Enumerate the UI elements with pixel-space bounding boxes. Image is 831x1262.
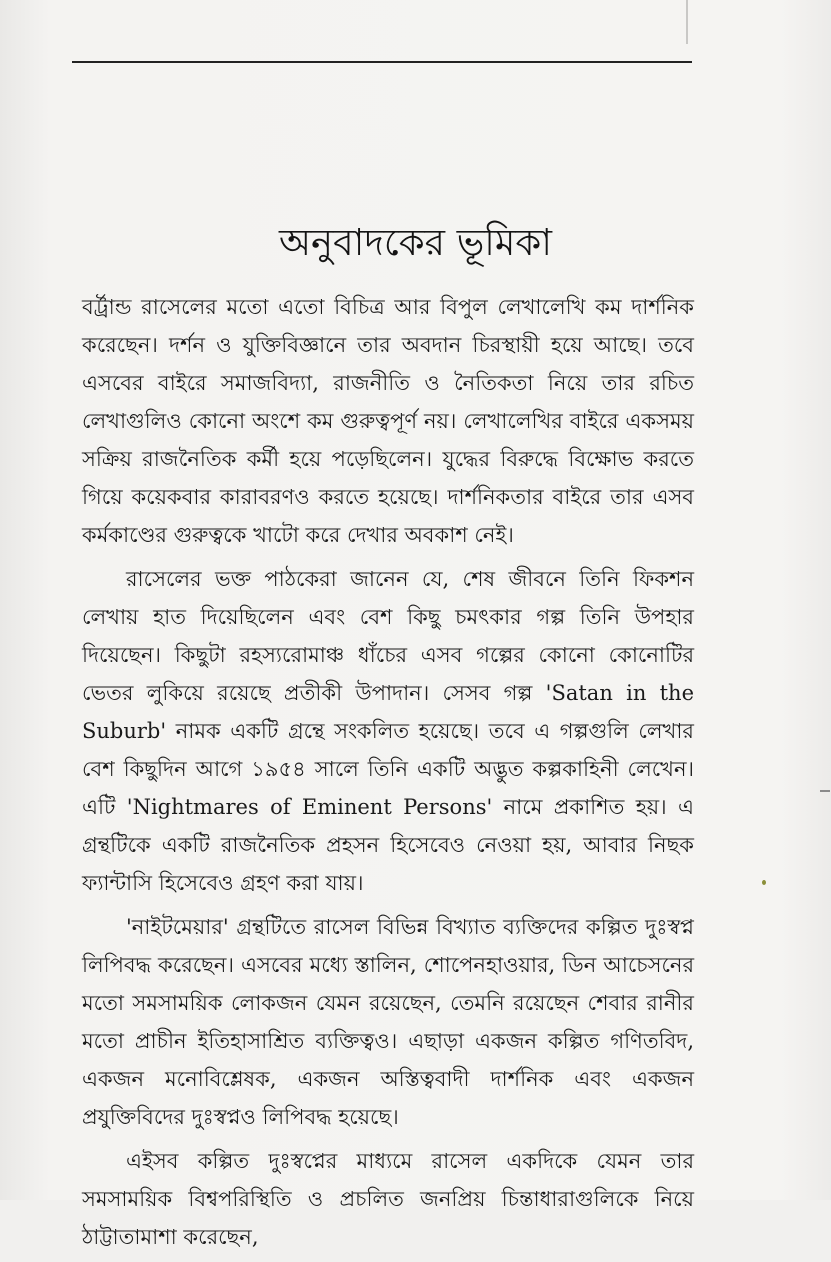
paragraph: রাসেলের ভক্ত পাঠকেরা জানেন যে, শেষ জীবনে তিনি ফিকশন লেখায় হাত দিয়েছিলেন এবং বেশ কিছু চমৎকার গল্প তিনি উপহার দিয়েছেন। কিছুটা রহস্যরোমাঞ্চ ধাঁচের এসব গল্পের কোনো কোনোটির ভেতর লুকিয়ে রয়েছে প্রতীকী উপাদান। সেসব গল্প 'Satan in the Suburb' নামক একটি গ্রন্থে সংকলিত হয়েছে। তবে এ গল্পগুলি লেখার বেশ কিছুদিন আগে ১৯৫৪ সালে তিনি একটি অদ্ভুত কল্পকাহিনী লেখেন। এটি 'Nightmares of Eminent Persons' নামে প্রকাশিত হয়। এ গ্রন্থটিকে একটি রাজনৈতিক প্রহসন হিসেবেও নেওয়া হয়, আবার নিছক ফ্যান্টাসি হিসেবেও গ্রহণ করা যায়। bbox=[82, 567, 694, 895]
header-rule bbox=[72, 61, 692, 63]
body-text bbox=[82, 288, 694, 1262]
margin-mark bbox=[820, 790, 830, 792]
page-fold-shadow bbox=[686, 0, 688, 44]
ink-dot bbox=[762, 880, 766, 885]
paragraph: বর্ট্রান্ড রাসেলের মতো এতো বিচিত্র আর বিপুল লেখালেখি কম দার্শনিক করেছেন। দর্শন ও যুক্তিবিজ্ঞানে তার অবদান চিরস্থায়ী হয়ে আছে। তবে এসবের বাইরে সমাজবিদ্যা, রাজনীতি ও নৈতিকতা নিয়ে তার রচিত লেখাগুলিও কোনো অংশে কম গুরুত্বপূর্ণ নয়। লেখালেখির বাইরে একসময় সক্রিয় রাজনৈতিক কর্মী হয়ে পড়েছিলেন। যুদ্ধের বিরুদ্ধে বিক্ষোভ করতে গিয়ে কয়েকবার কারাবরণও করতে হয়েছে। দার্শনিকতার বাইরে তার এসব কর্মকাণ্ডের গুরুত্বকে খাটো করে দেখার অবকাশ নেই। bbox=[82, 295, 694, 547]
page-title: অনুবাদকের ভূমিকা bbox=[278, 221, 553, 264]
paragraph: এইসব কল্পিত দুঃস্বপ্নের মাধ্যমে রাসেল একদিকে যেমন তার সমসাময়িক বিশ্বপরিস্থিতি ও প্রচলিত জনপ্রিয় চিন্তাধারাগুলিকে নিয়ে ঠাট্টাতামাশা করেছেন, bbox=[82, 1149, 694, 1249]
paragraph: 'নাইটমেয়ার' গ্রন্থটিতে রাসেল বিভিন্ন বিখ্যাত ব্যক্তিদের কল্পিত দুঃস্বপ্ন লিপিবদ্ধ করেছেন। এসবের মধ্যে স্তালিন, শোপেনহাওয়ার, ডিন আচেসনের মতো সমসাময়িক লোকজন যেমন রয়েছেন, তেমনি রয়েছেন শেবার রানীর মতো প্রাচীন ইতিহাসাশ্রিত ব্যক্তিত্বও। এছাড়া একজন কল্পিত গণিতবিদ, একজন মনোবিশ্লেষক, একজন অস্তিত্ববাদী দার্শনিক এবং একজন প্রযুক্তিবিদের দুঃস্বপ্নও লিপিবদ্ধ হয়েছে। bbox=[82, 915, 694, 1129]
